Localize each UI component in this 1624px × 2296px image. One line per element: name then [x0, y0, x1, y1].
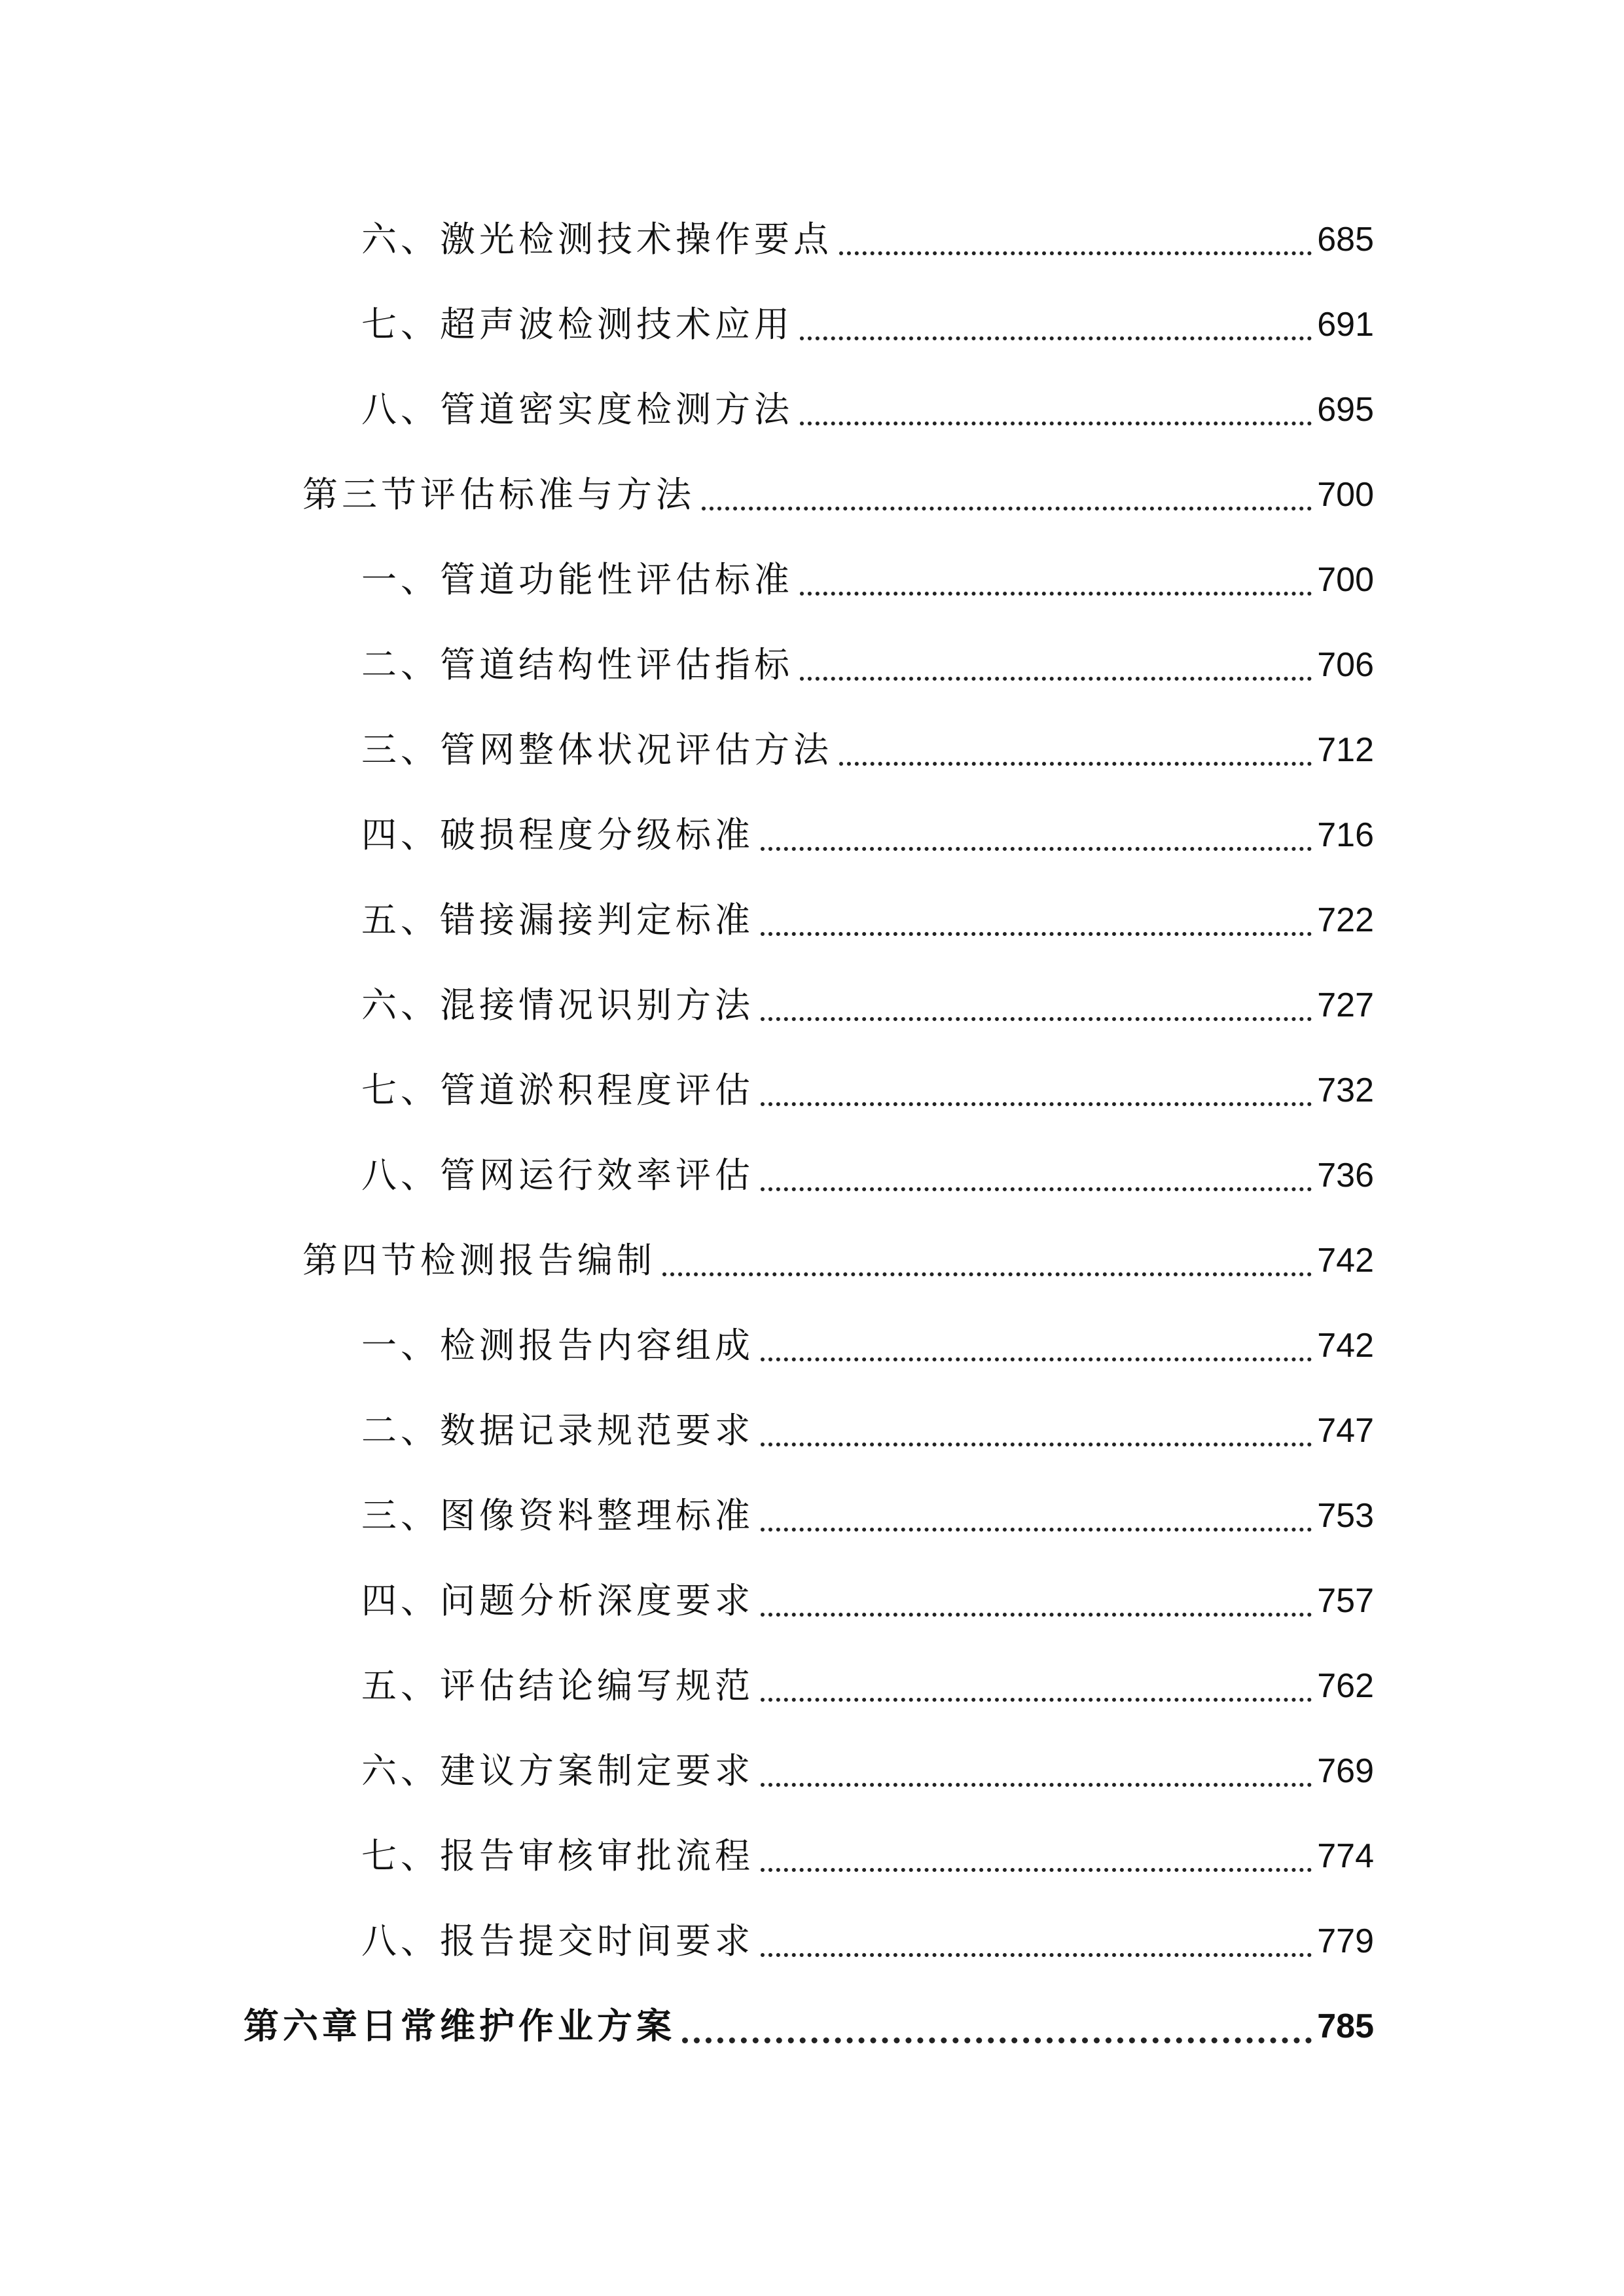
entry-title: 一、检测报告内容组成	[361, 1325, 754, 1366]
dot-leader	[800, 422, 1312, 425]
page-number: 736	[1317, 1157, 1374, 1194]
entry-title: 八、管道密实度检测方法	[361, 389, 793, 430]
toc-entry	[361, 1405, 1374, 1457]
toc-entry	[361, 213, 1374, 266]
dot-leader	[761, 932, 1312, 936]
page-number: 757	[1317, 1582, 1374, 1620]
dot-leader	[761, 1443, 1312, 1446]
dot-leader	[761, 1953, 1312, 1957]
entry-title: 三、管网整体状况评估方法	[361, 729, 833, 770]
entry-title: 五、评估结论编写规范	[361, 1665, 754, 1706]
entry-title: 七、报告审核审批流程	[361, 1835, 754, 1876]
dot-leader	[761, 847, 1312, 851]
toc-entry	[361, 1915, 1374, 1967]
entry-title: 六、混接情况识别方法	[361, 984, 754, 1026]
toc-entry	[361, 1830, 1374, 1882]
toc-entry	[361, 979, 1374, 1031]
dot-leader	[800, 592, 1312, 596]
entry-title: 四、问题分析深度要求	[361, 1580, 754, 1621]
toc-entry	[302, 469, 1374, 521]
toc-entry	[361, 1064, 1374, 1117]
entry-title: 八、报告提交时间要求	[361, 1920, 754, 1962]
dot-leader	[662, 1272, 1312, 1276]
page-number: 779	[1317, 1922, 1374, 1960]
page-number: 700	[1317, 476, 1374, 514]
entry-title: 五、错接漏接判定标准	[361, 899, 754, 941]
entry-title: 第六章日常维护作业方案	[244, 2005, 676, 2047]
page-number: 769	[1317, 1752, 1374, 1790]
dot-leader	[761, 1613, 1312, 1617]
page-number: 727	[1317, 986, 1374, 1024]
toc-entry	[361, 809, 1374, 861]
dot-leader	[839, 251, 1312, 255]
page-number: 742	[1317, 1242, 1374, 1280]
entry-title: 第三节评估标准与方法	[302, 474, 695, 515]
page-number: 774	[1317, 1837, 1374, 1875]
page-number: 747	[1317, 1412, 1374, 1450]
dot-leader	[800, 336, 1312, 340]
entry-title: 第四节检测报告编制	[302, 1240, 656, 1281]
toc-entry	[361, 554, 1374, 606]
entry-title: 六、激光检测技术操作要点	[361, 219, 833, 260]
dot-leader	[761, 1357, 1312, 1361]
entry-title: 二、管道结构性评估指标	[361, 644, 793, 685]
page-number: 753	[1317, 1497, 1374, 1535]
page-number: 712	[1317, 731, 1374, 769]
toc-entry	[361, 1660, 1374, 1712]
dot-leader	[761, 1783, 1312, 1787]
page-number: 700	[1317, 561, 1374, 599]
toc-entry	[361, 298, 1374, 351]
page-number: 762	[1317, 1667, 1374, 1705]
entry-title: 二、数据记录规范要求	[361, 1410, 754, 1451]
dot-leader	[682, 2037, 1312, 2043]
toc-entry	[302, 1234, 1374, 1287]
entry-title: 三、图像资料整理标准	[361, 1495, 754, 1536]
page-number: 742	[1317, 1327, 1374, 1365]
entry-title: 八、管网运行效率评估	[361, 1155, 754, 1196]
page-number: 695	[1317, 391, 1374, 429]
dot-leader	[761, 1698, 1312, 1702]
toc-entry	[361, 1575, 1374, 1627]
page-number: 691	[1317, 306, 1374, 344]
toc-entry	[361, 894, 1374, 946]
toc-entry	[361, 724, 1374, 776]
dot-leader	[761, 1187, 1312, 1191]
toc-entry	[361, 1149, 1374, 1202]
page-number: 722	[1317, 901, 1374, 939]
toc-entry	[244, 2000, 1374, 2053]
page-number: 685	[1317, 221, 1374, 259]
entry-title: 七、超声波检测技术应用	[361, 304, 793, 345]
toc-entry	[361, 1319, 1374, 1372]
entry-title: 四、破损程度分级标准	[361, 814, 754, 855]
dot-leader	[702, 507, 1312, 511]
dot-leader	[761, 1017, 1312, 1021]
entry-title: 六、建议方案制定要求	[361, 1750, 754, 1791]
dot-leader	[800, 677, 1312, 681]
toc-entry	[361, 1745, 1374, 1797]
dot-leader	[839, 762, 1312, 766]
page-number: 732	[1317, 1071, 1374, 1109]
dot-leader	[761, 1528, 1312, 1532]
dot-leader	[761, 1102, 1312, 1106]
entry-title: 七、管道淤积程度评估	[361, 1069, 754, 1111]
page-number: 706	[1317, 646, 1374, 684]
toc-entry	[361, 639, 1374, 691]
entry-title: 一、管道功能性评估标准	[361, 559, 793, 600]
dot-leader	[761, 1868, 1312, 1872]
toc-entry	[361, 1490, 1374, 1542]
page-number: 785	[1317, 2007, 1374, 2045]
page-number: 716	[1317, 816, 1374, 854]
toc-entry	[361, 384, 1374, 436]
